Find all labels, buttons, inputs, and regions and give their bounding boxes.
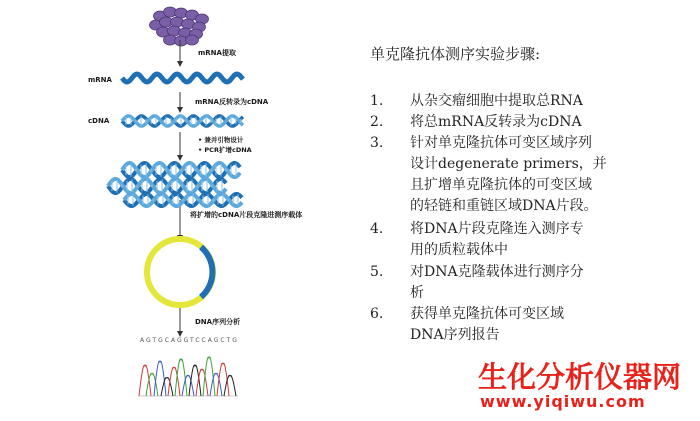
bullet-primer-design-text: 兼并引物设计 [204,136,244,144]
step-text [410,262,670,304]
bullet-pcr-text: PCR扩增cDNA [204,146,252,154]
step-number: 3. [370,135,384,151]
mrna-strand-icon [122,74,243,82]
step-text-line: 设计degenerate primers，并 [410,156,607,172]
step-number: 1. [370,93,384,109]
label-cdna: cDNA [88,117,110,125]
step-text-line: 将总mRNA反转录为cDNA [410,114,582,130]
plasmid-vector-icon [147,239,213,305]
watermark-logo-text: 生化分析仪器网 [478,360,682,394]
protocol-title: 单克隆抗体测序实验步骤: [370,45,541,63]
step-text-line: 对DNA克隆载体进行测序分 [410,264,584,280]
step-text-line: 的轻链和重链区域DNA片段。 [410,198,598,214]
step-text-line: 且扩增单克隆抗体的可变区域 [410,177,592,193]
step-number: 5. [370,264,384,280]
step-text [410,219,670,261]
step-text-line: DNA序列报告 [410,327,500,343]
label-mrna-extraction: mRNA提取 [198,49,236,57]
step-text [410,304,670,346]
bullet-primer-design: • 兼并引物设计 [198,136,244,144]
sequence-letters: AGTGCAGGTCCAGCTG [140,337,239,344]
step-text-line: 获得单克隆抗体可变区域 [410,306,564,322]
workflow-diagram [0,0,350,417]
step-text-line: 用的质粒载体中 [410,242,508,258]
step-text-line: 针对单克隆抗体可变区域序列 [410,135,592,151]
sequencing-chromatogram [138,357,238,396]
step-text [410,112,670,133]
label-dna-sequence-analysis: DNA序列分析 [195,318,241,326]
step-text-line: 析 [410,285,424,301]
cell-cluster-icon [150,7,209,46]
step-text-line: 从杂交瘤细胞中提取总RNA [410,93,583,109]
bullet-pcr: • PCR扩增cDNA [198,146,252,154]
step-number: 6. [370,306,384,322]
step-number: 2. [370,114,384,130]
step-text [410,91,670,112]
step-text-line: 将DNA片段克隆连入测序专 [410,221,584,237]
step-text [410,133,670,217]
step-number: 4. [370,221,384,237]
amplified-dna-icon [108,163,242,206]
workflow-graphic [0,0,350,417]
label-clone-into-vector: 将扩增的cDNA片段克隆进测序载体 [190,211,303,219]
label-mrna: mRNA [88,76,112,84]
label-reverse-transcription: mRNA反转录为cDNA [195,98,269,106]
cdna-helix-icon [122,116,243,126]
watermark-url: www.yiqiwu.com [480,392,646,411]
